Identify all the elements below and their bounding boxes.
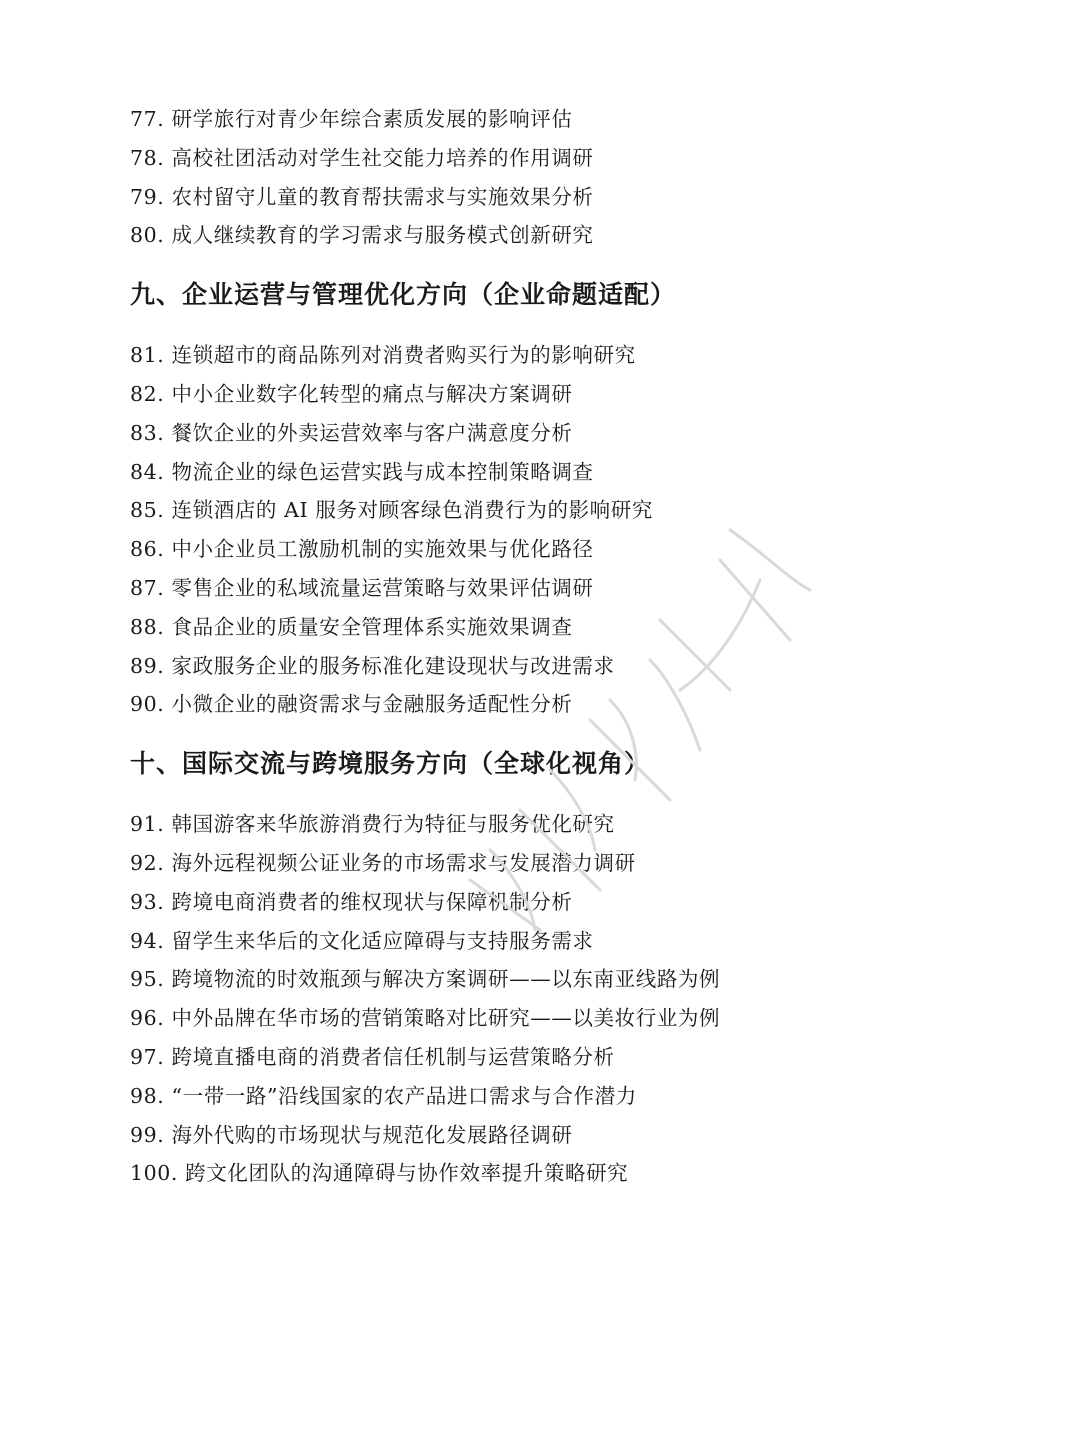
list-item [130, 453, 1010, 492]
item-number: 93. [130, 889, 165, 914]
item-number: 90. [130, 692, 165, 717]
item-number: 94. [130, 928, 165, 953]
section-10-heading: 十、国际交流与跨境服务方向（全球化视角） [130, 749, 651, 779]
item-text: 海外远程视频公证业务的市场需求与发展潜力调研 [171, 850, 636, 875]
item-number: 82. [130, 381, 165, 406]
list-section-10 [130, 805, 1010, 1193]
list-item [130, 922, 1010, 961]
item-number: 86. [130, 537, 165, 562]
item-number: 97. [130, 1044, 165, 1069]
item-text: 中外品牌在华市场的营销策略对比研究——以美妆行业为例 [171, 1006, 721, 1031]
item-text: 家政服务企业的服务标准化建设现状与改进需求 [171, 653, 615, 678]
item-text: 跨境直播电商的消费者信任机制与运营策略分析 [171, 1044, 615, 1069]
item-text: 跨境物流的时效瓶颈与解决方案调研——以东南亚线路为例 [171, 967, 721, 992]
item-text: 跨境电商消费者的维权现状与保障机制分析 [171, 889, 573, 914]
item-number: 78. [130, 145, 165, 170]
item-text: 留学生来华后的文化适应障碍与支持服务需求 [171, 928, 594, 953]
list-item [130, 178, 1010, 217]
item-text: 高校社团活动对学生社交能力培养的作用调研 [171, 145, 594, 170]
section-9-heading: 九、企业运营与管理优化方向（企业命题适配） [130, 280, 677, 310]
list-item [130, 375, 1010, 414]
item-number: 87. [130, 575, 165, 600]
item-text: 食品企业的质量安全管理体系实施效果调查 [171, 614, 573, 639]
item-number: 100. [130, 1161, 179, 1186]
item-number: 89. [130, 653, 165, 678]
list-section-9 [130, 336, 1010, 724]
item-text: 零售企业的私域流量运营策略与效果评估调研 [171, 575, 594, 600]
list-top [130, 100, 1010, 255]
list-item [130, 1038, 1010, 1077]
list-item [130, 216, 1010, 255]
item-number: 83. [130, 420, 165, 445]
list-item [130, 491, 1010, 530]
item-text: 小微企业的融资需求与金融服务适配性分析 [171, 692, 573, 717]
list-item [130, 100, 1010, 139]
item-text: 中小企业员工激励机制的实施效果与优化路径 [171, 537, 594, 562]
item-number: 98. [130, 1083, 165, 1108]
item-number: 81. [130, 343, 165, 368]
item-number: 79. [130, 184, 165, 209]
list-item [130, 805, 1010, 844]
item-text: “一带一路”沿线国家的农产品进口需求与合作潜力 [171, 1083, 637, 1108]
list-item [130, 336, 1010, 375]
list-item [130, 1116, 1010, 1155]
item-number: 95. [130, 967, 165, 992]
list-item [130, 139, 1010, 178]
list-item [130, 608, 1010, 647]
list-item [130, 414, 1010, 453]
list-item [130, 1154, 1010, 1193]
item-text: 海外代购的市场现状与规范化发展路径调研 [171, 1122, 573, 1147]
item-text: 农村留守儿童的教育帮扶需求与实施效果分析 [171, 184, 594, 209]
item-number: 85. [130, 498, 165, 523]
item-text: 韩国游客来华旅游消费行为特征与服务优化研究 [171, 812, 615, 837]
item-text: 成人继续教育的学习需求与服务模式创新研究 [171, 223, 594, 248]
list-item [130, 647, 1010, 686]
list-item [130, 844, 1010, 883]
item-text: 中小企业数字化转型的痛点与解决方案调研 [171, 381, 573, 406]
item-number: 91. [130, 812, 165, 837]
item-number: 96. [130, 1006, 165, 1031]
item-text: 餐饮企业的外卖运营效率与客户满意度分析 [171, 420, 573, 445]
item-number: 92. [130, 850, 165, 875]
item-number: 77. [130, 107, 165, 131]
list-item [130, 883, 1010, 922]
item-number: 84. [130, 459, 165, 484]
list-item [130, 999, 1010, 1038]
item-text: 研学旅行对青少年综合素质发展的影响评估 [171, 107, 573, 131]
item-text: 跨文化团队的沟通障碍与协作效率提升策略研究 [185, 1161, 629, 1186]
document-page [130, 100, 1010, 1193]
item-number: 80. [130, 223, 165, 248]
list-item [130, 685, 1010, 724]
item-number: 99. [130, 1122, 165, 1147]
item-text: 物流企业的绿色运营实践与成本控制策略调查 [171, 459, 594, 484]
item-text: 连锁酒店的 AI 服务对顾客绿色消费行为的影响研究 [171, 498, 653, 523]
list-item [130, 960, 1010, 999]
list-item [130, 569, 1010, 608]
item-number: 88. [130, 614, 165, 639]
list-item [130, 1077, 1010, 1116]
list-item [130, 530, 1010, 569]
item-text: 连锁超市的商品陈列对消费者购买行为的影响研究 [171, 343, 636, 368]
